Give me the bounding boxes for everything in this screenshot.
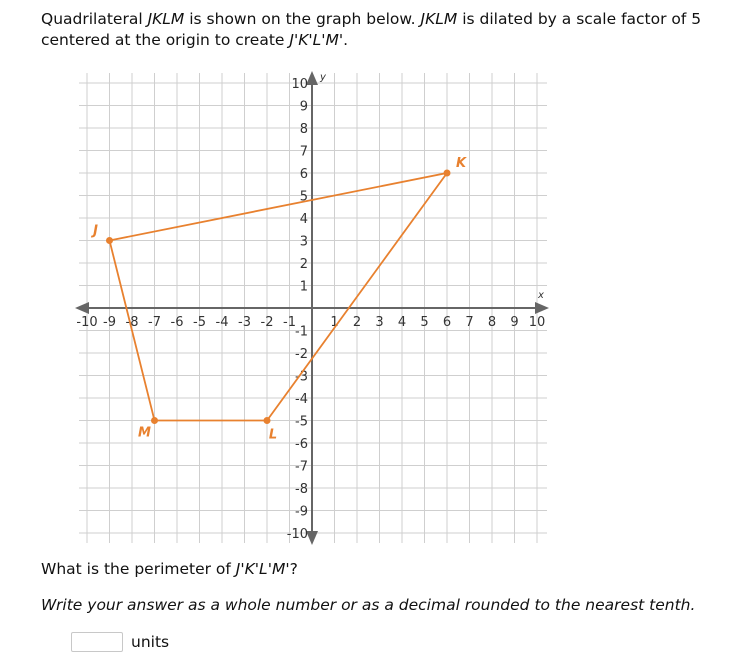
x-tick-label: -3 (238, 315, 251, 330)
y-tick-label: -2 (295, 347, 308, 362)
vertex-label-k: K (455, 156, 467, 171)
y-tick-label: -5 (295, 414, 308, 430)
x-tick-label: 10 (528, 315, 546, 330)
x-tick-label: 7 (465, 315, 474, 330)
x-tick-label: 4 (397, 315, 407, 330)
x-tick-label: -2 (260, 315, 274, 330)
units-label: units (131, 633, 170, 651)
x-tick-label: -1 (283, 315, 296, 330)
y-tick-label: -4 (295, 392, 308, 407)
x-tick-label: 5 (420, 315, 429, 330)
answer-row (71, 632, 169, 652)
vertex-j (106, 237, 113, 244)
x-tick-label: -10 (76, 315, 98, 330)
y-tick-label: -1 (295, 324, 308, 340)
quadrilateral-jklm (110, 173, 448, 421)
y-tick-label: 9 (299, 99, 308, 115)
x-tick-label: 9 (510, 315, 519, 330)
tick-labels (76, 77, 545, 542)
x-tick-label: 2 (352, 315, 362, 330)
coordinate-graph (70, 64, 554, 548)
polygon-layer (90, 156, 467, 443)
instruction: Write your answer as a whole number or as a decimal rounded to the nearest tenth. (41, 596, 696, 614)
y-tick-label: 4 (299, 212, 308, 227)
y-tick-label: 3 (299, 234, 308, 250)
y-tick-label: 7 (299, 144, 308, 160)
vertex-label-j: J (93, 223, 98, 239)
vertex-label-l: L (268, 427, 278, 443)
x-tick-label: 3 (375, 315, 384, 330)
vertex-k (444, 170, 451, 177)
x-axis-arrow-right-icon (535, 302, 549, 314)
y-tick-label: 5 (299, 189, 308, 205)
image-name: J'K'L'M' (289, 31, 344, 49)
answer-input[interactable] (71, 632, 123, 652)
x-axis-label: x (538, 290, 544, 301)
x-tick-label: 6 (442, 315, 452, 330)
shape-name: JKLM (147, 10, 185, 28)
x-tick-label: -7 (148, 315, 161, 330)
vertex-l (264, 417, 271, 424)
y-tick-label: -7 (295, 459, 308, 475)
x-axis-arrow-left-icon (75, 302, 89, 314)
x-tick-label: 8 (487, 315, 497, 330)
shape-name-2: JKLM (420, 10, 458, 28)
x-tick-label: -5 (193, 315, 206, 330)
y-tick-label: -9 (295, 504, 308, 520)
x-tick-label: -9 (103, 315, 116, 330)
x-tick-label: -4 (215, 315, 229, 330)
y-tick-label: 6 (299, 167, 308, 182)
y-tick-label: -6 (295, 437, 308, 452)
question-image-name: J'K'L'M' (235, 560, 290, 578)
y-tick-label: 2 (299, 257, 308, 272)
question: What is the perimeter of J'K'L'M'? (41, 560, 298, 578)
y-tick-label: -8 (295, 482, 308, 497)
x-tick-label: -6 (170, 315, 184, 330)
y-axis-label: y (320, 72, 326, 83)
y-tick-label: 1 (299, 279, 308, 295)
x-tick-label: 1 (330, 315, 339, 330)
y-tick-label: 10 (291, 77, 308, 92)
problem-statement: Quadrilateral JKLM is shown on the graph below. JKLM is dilated by a scale factor of 5 centered at the origin to create J'K'L'M'. (41, 10, 702, 49)
y-tick-label: 8 (299, 122, 308, 137)
vertex-m (151, 417, 158, 424)
vertex-label-m: M (138, 425, 151, 441)
y-tick-label: -3 (295, 369, 308, 385)
axes (75, 71, 549, 545)
y-tick-label: -10 (286, 527, 308, 542)
x-tick-label: -8 (125, 315, 139, 330)
